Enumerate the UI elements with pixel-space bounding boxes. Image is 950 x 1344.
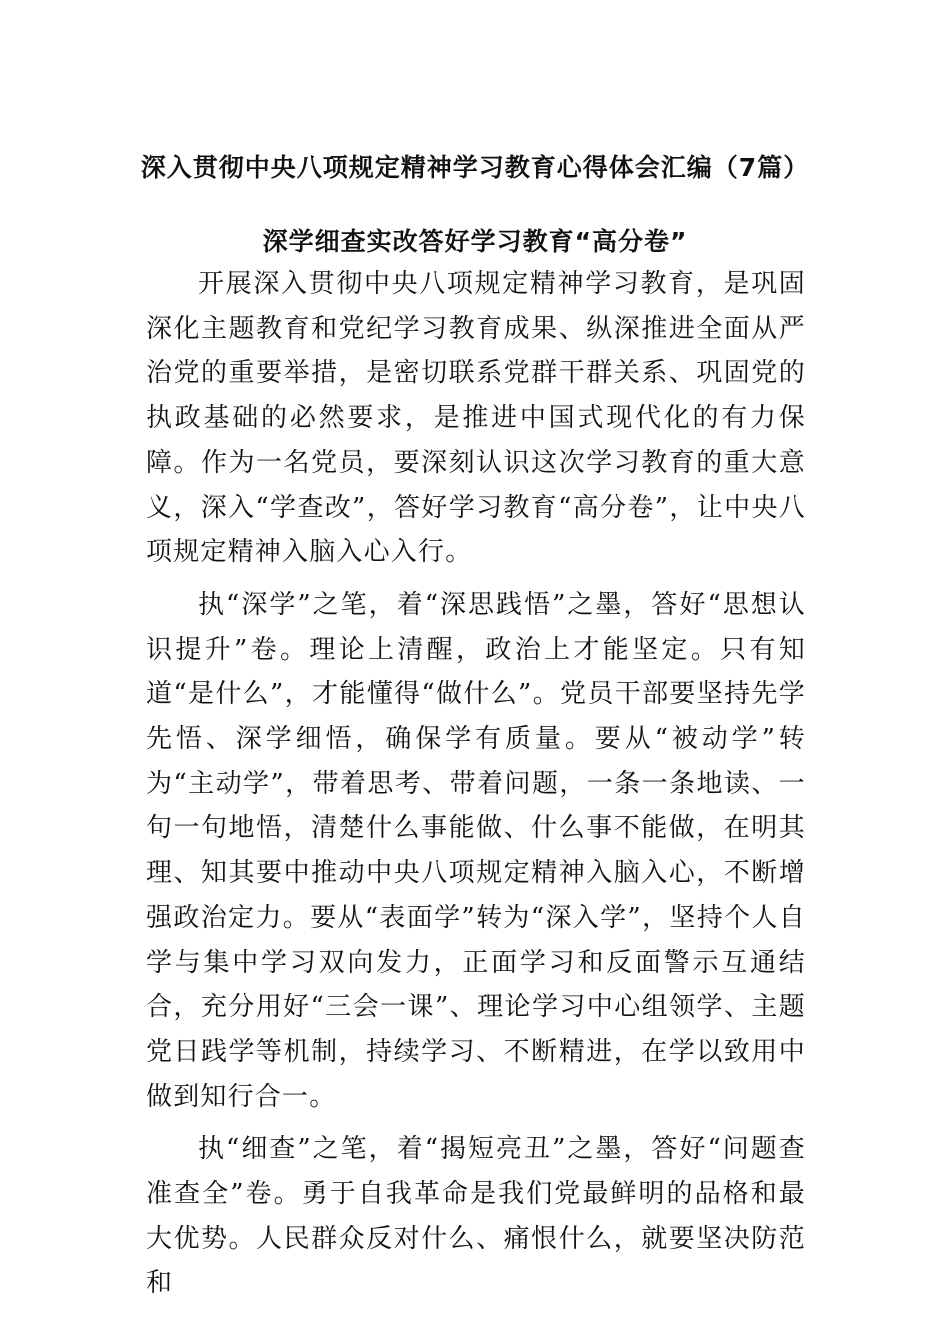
paragraph: 执“细查”之笔，着“揭短亮丑”之墨，答好“问题查准查全”卷。勇于自我革命是我们党最鲜明的品格和最大优势。人民群众反对什么、痛恨什么，就要坚决防范和: [146, 1134, 806, 1299]
paragraph: 执“深学”之笔，着“深思践悟”之墨，答好“思想认识提升”卷。理论上清醒，政治上才能坚定。只有知道“是什么”，才能懂得“做什么”。党员干部要坚持先学先悟、深学细悟，确保学有质量。要从“被动学”转为“主动学”，带着思考、带着问题，一条一条地读、一句一句地悟，清楚什么事能做、什么事不能做，在明其理、知其要中推动中央八项规定精神入脑入心，不断增强政治定力。要从“表面学”转为“深入学”，坚持个人自学与集中学习双向发力，正面学习和反面警示互通结合，充分用好“三会一课”、理论学习中心组领学、主题党日践学等机制，持续学习、不断精进，在学以致用中做到知行合一。: [146, 589, 806, 1112]
article-title: 深学细查实改答好学习教育“高分卷”: [262, 227, 688, 256]
article-body: [146, 262, 806, 1314]
paragraph: 开展深入贯彻中央八项规定精神学习教育，是巩固深化主题教育和党纪学习教育成果、纵深推进全面从严治党的重要举措，是密切联系党群干群关系、巩固党的执政基础的必然要求，是推进中国式现代化的有力保障。作为一名党员，要深刻认识这次学习教育的重大意义，深入“学查改”，答好学习教育“高分卷”，让中央八项规定精神入脑入心入行。: [146, 269, 806, 568]
document-title: 深入贯彻中央八项规定精神学习教育心得体会汇编（7篇）: [140, 153, 810, 182]
